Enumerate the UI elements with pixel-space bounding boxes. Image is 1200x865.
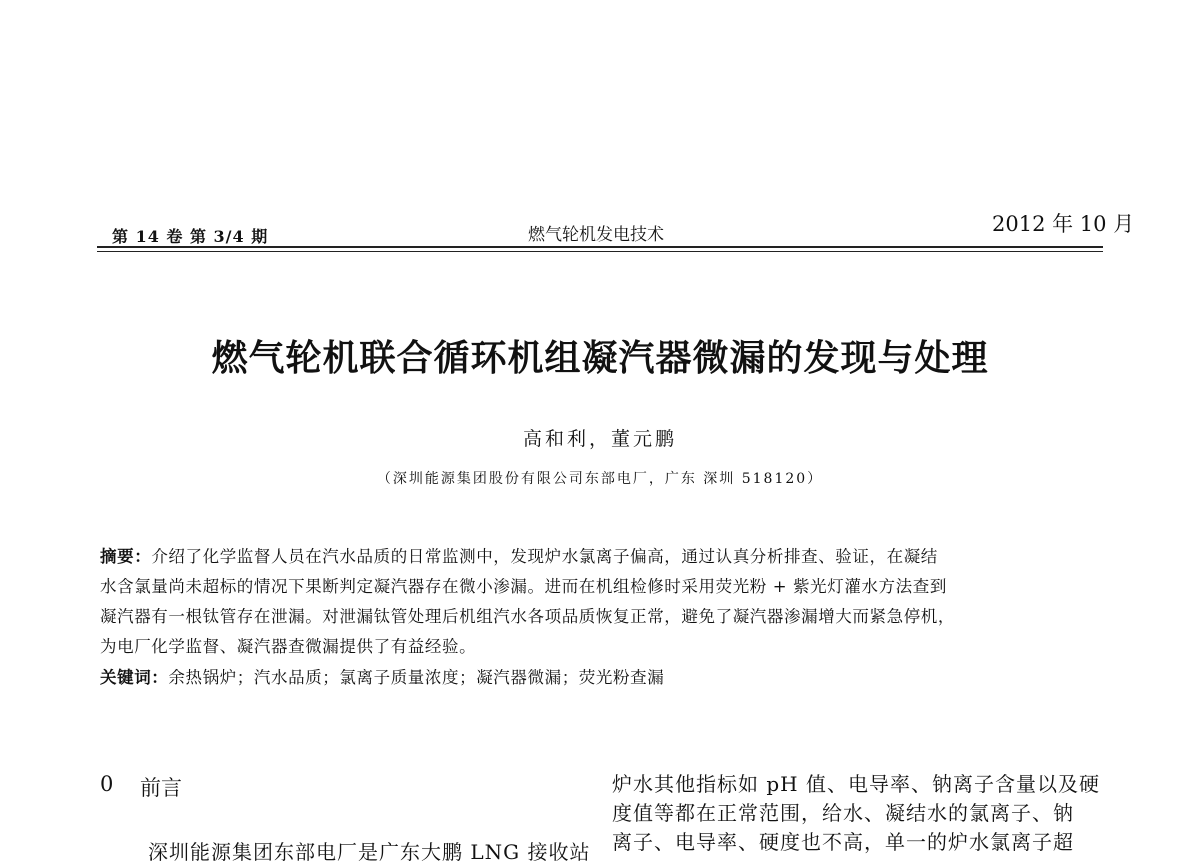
right-column-line: 离子、电导率、硬度也不高，单一的炉水氯离子超	[612, 830, 1074, 854]
section-number: 0	[100, 772, 114, 796]
keywords-text: 余热锅炉；汽水品质；氯离子质量浓度；凝汽器微漏；荧光粉查漏	[168, 668, 665, 687]
header-rule-bottom	[97, 251, 1103, 252]
right-column-line: 炉水其他指标如 pH 值、电导率、钠离子含量以及硬	[612, 772, 1100, 796]
section-title: 前言	[140, 776, 182, 800]
abstract-text: 介绍了化学监督人员在汽水品质的日常监测中，发现炉水氯离子偏高，通过认真分析排查、验证，在凝结	[151, 547, 938, 566]
article-authors: 高和利，董元鹏	[522, 428, 677, 450]
header-date: 2012 年 10 月	[992, 212, 1135, 236]
article-title: 燃气轮机联合循环机组凝汽器微漏的发现与处理	[211, 338, 989, 379]
keywords-label: 关键词：	[100, 668, 169, 687]
right-column-text	[612, 770, 1112, 857]
abstract-label: 摘要：	[100, 547, 152, 566]
article-affiliation: （深圳能源集团股份有限公司东部电厂，广东 深圳 518120）	[376, 471, 824, 487]
abstract-line: 为电厂化学监督、凝汽器查微漏提供了有益经验。	[100, 637, 477, 656]
abstract-line	[100, 542, 1105, 572]
header-journal-name: 燃气轮机发电技术	[528, 225, 664, 245]
header-rule-top	[97, 246, 1103, 248]
header-volume-issue: 第 14 卷 第 3/4 期	[112, 227, 269, 246]
abstract	[100, 542, 1105, 662]
abstract-line: 水含氯量尚未超标的情况下果断判定凝汽器存在微小渗漏。进而在机组检修时采用荧光粉 + 紫光灯灌水方法查到	[100, 577, 947, 596]
left-column-text: 深圳能源集团东部电厂是广东大鹏 LNG 接收站	[148, 840, 591, 864]
abstract-line: 凝汽器有一根钛管存在泄漏。对泄漏钛管处理后机组汽水各项品质恢复正常，避免了凝汽器渗漏增大而紧急停机，	[100, 607, 955, 626]
right-column-line: 度值等都在正常范围，给水、凝结水的氯离子、钠	[612, 801, 1074, 825]
keywords	[100, 664, 664, 688]
